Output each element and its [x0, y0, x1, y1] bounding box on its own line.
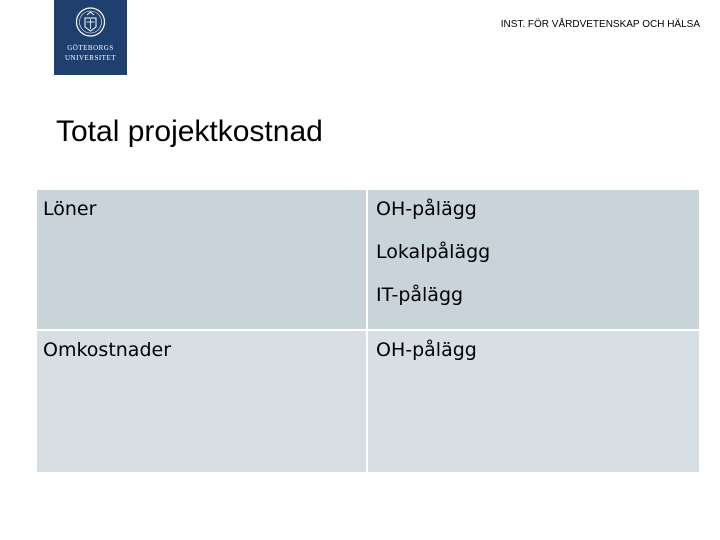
- addition-item: Lokalpålägg: [376, 241, 491, 263]
- university-logo: [54, 0, 127, 75]
- cost-table: [37, 190, 701, 474]
- addition-item: IT-pålägg: [376, 284, 464, 306]
- department-name: INST. FÖR VÅRDVETENSKAP OCH HÄLSA: [500, 19, 700, 30]
- addition-item: OH-pålägg: [376, 198, 477, 220]
- row-2-additions: [368, 331, 701, 474]
- addition-item: OH-pålägg: [376, 339, 477, 361]
- row-1-additions: [368, 190, 701, 331]
- logo-line-1: GÖTEBORGS: [67, 44, 114, 52]
- category-label: Löner: [43, 198, 97, 220]
- row-1-category: [37, 190, 368, 331]
- slide-title: Total projektkostnad: [56, 115, 323, 148]
- category-label: Omkostnader: [43, 339, 172, 361]
- university-seal-icon: [54, 0, 127, 44]
- logo-line-2: UNIVERSITET: [65, 54, 116, 62]
- row-2-category: [37, 331, 368, 474]
